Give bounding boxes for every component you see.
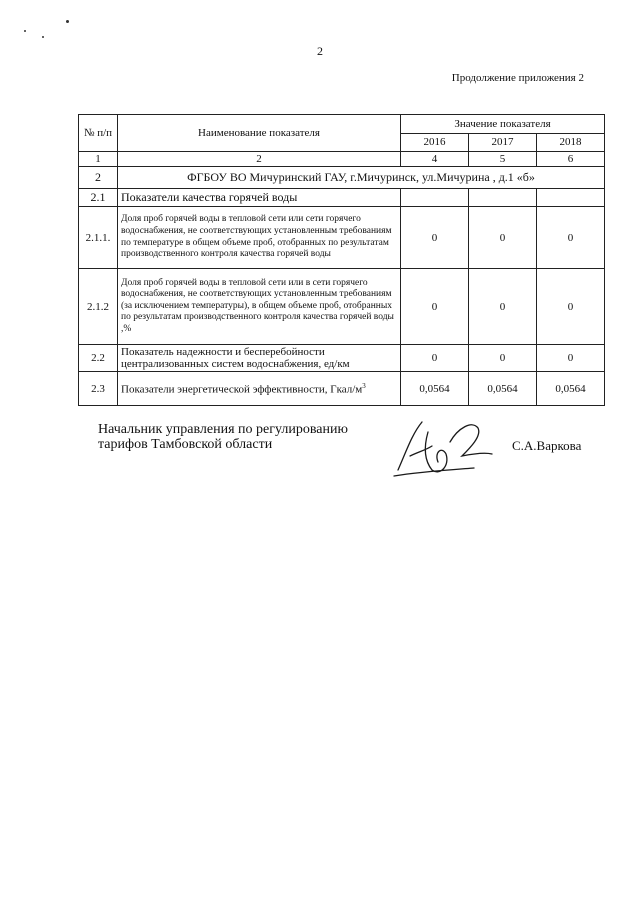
numbering-row	[79, 152, 605, 167]
indicator-value: 0	[537, 345, 605, 372]
indicator-value: 0	[469, 269, 537, 345]
header-value-group: Значение показателя	[401, 115, 605, 134]
scan-speck	[66, 20, 69, 23]
numbering-cell: 1	[79, 152, 118, 167]
organization-name: ФГБОУ ВО Мичуринский ГАУ, г.Мичуринск, ул.Мичурина , д.1 «б»	[118, 167, 605, 189]
indicator-name	[118, 372, 401, 406]
indicator-value: 0,0564	[469, 372, 537, 406]
indicator-value: 0,0564	[401, 372, 469, 406]
numbering-cell: 2	[118, 152, 401, 167]
signatory-name: С.А.Варкова	[512, 438, 582, 453]
indicator-name: Показатель надежности и бесперебойности централизованных систем водоснабжения, ед/км	[118, 345, 401, 372]
indicator-value: 0	[401, 269, 469, 345]
scan-speck	[24, 30, 26, 32]
unit-superscript: 3	[362, 381, 366, 390]
table-header-row	[79, 115, 605, 134]
table-row	[79, 345, 605, 372]
position-line: Начальник управления по регулированию	[98, 422, 348, 437]
row-number: 2.2	[79, 345, 118, 372]
section-number: 2.1	[79, 189, 118, 207]
table-row	[79, 207, 605, 269]
organization-number: 2	[79, 167, 118, 189]
row-number: 2.1.1.	[79, 207, 118, 269]
header-indicator-name: Наименование показателя	[118, 115, 401, 152]
table-row	[79, 372, 605, 406]
indicator-value: 0	[537, 207, 605, 269]
numbering-cell: 5	[469, 152, 537, 167]
numbering-cell: 6	[537, 152, 605, 167]
indicator-value: 0	[401, 345, 469, 372]
empty-cell	[469, 189, 537, 207]
row-number: 2.3	[79, 372, 118, 406]
indicator-value: 0	[469, 345, 537, 372]
table-row	[79, 269, 605, 345]
position-line: тарифов Тамбовской области	[98, 437, 273, 452]
indicators-table	[78, 114, 605, 406]
indicator-value: 0	[401, 207, 469, 269]
handwritten-signature	[388, 412, 508, 482]
header-number: № п/п	[79, 115, 118, 152]
signatory-position	[98, 422, 348, 452]
numbering-cell: 4	[401, 152, 469, 167]
section-row	[79, 189, 605, 207]
header-year: 2017	[469, 133, 537, 152]
section-title: Показатели качества горячей воды	[118, 189, 401, 207]
organization-row	[79, 167, 605, 189]
appendix-continuation-note: Продолжение приложения 2	[451, 72, 584, 84]
indicator-name: Доля проб горячей воды в тепловой сети или в сети горячего водоснабжения, не соответствующих установленным требованиям (за исключением температуры), в общем объеме проб, отобранных по результатам производственного контроля качества горячей воды ,%	[118, 269, 401, 345]
indicator-value: 0	[469, 207, 537, 269]
indicator-value: 0	[537, 269, 605, 345]
indicator-name-text: Показатели энергетической эффективности, Гкал/м	[121, 383, 363, 396]
empty-cell	[537, 189, 605, 207]
indicator-name: Доля проб горячей воды в тепловой сети или сети горячего водоснабжения, не соответствующих установленным требованиям по температуре в общем объеме проб, отобранных по результатам производственного контроля качества горячей воды	[118, 207, 401, 269]
header-year: 2016	[401, 133, 469, 152]
row-number: 2.1.2	[79, 269, 118, 345]
scan-speck	[42, 36, 44, 38]
page-number: 2	[317, 44, 323, 58]
header-year: 2018	[537, 133, 605, 152]
indicator-value: 0,0564	[537, 372, 605, 406]
empty-cell	[401, 189, 469, 207]
